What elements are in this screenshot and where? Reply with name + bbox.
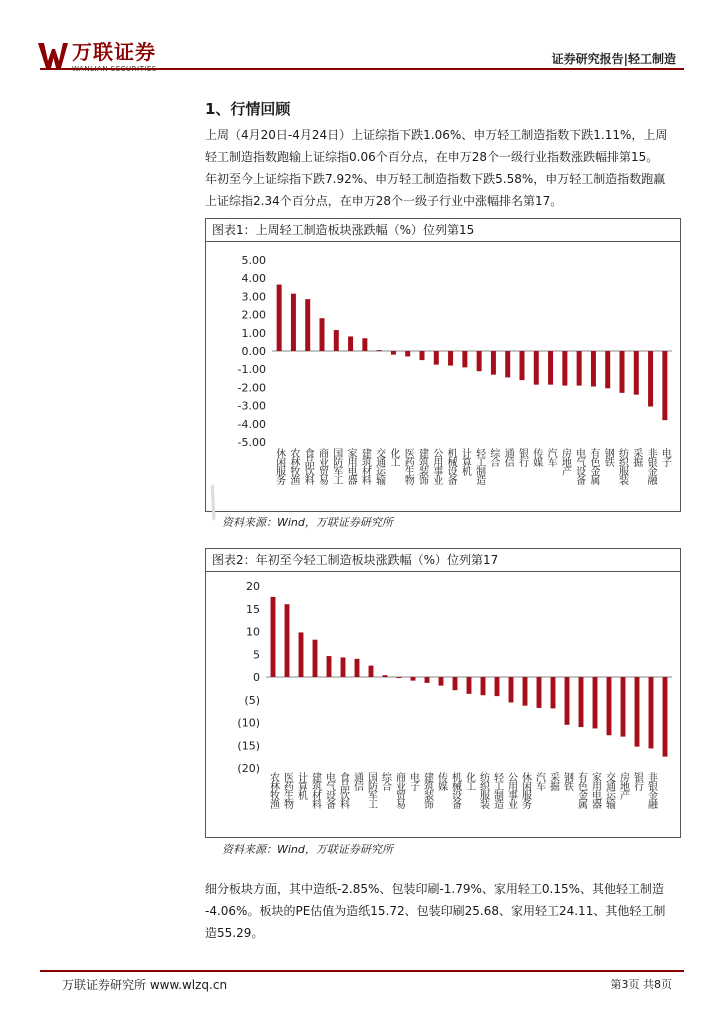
- category-label: [590, 772, 602, 810]
- bar: [448, 351, 453, 366]
- category-label: [478, 771, 490, 810]
- svg-text:银行: 银行: [631, 772, 643, 790]
- svg-text:家用电器: 家用电器: [345, 448, 357, 484]
- bar: [523, 677, 528, 706]
- category-label: [394, 771, 406, 810]
- y-tick-label: (15): [237, 739, 260, 753]
- category-label: [531, 447, 543, 468]
- figure-2: [205, 548, 681, 838]
- svg-text:食品饮料: 食品饮料: [302, 448, 314, 484]
- bar: [334, 330, 339, 351]
- category-label: [548, 771, 560, 791]
- y-tick-label: 10: [246, 625, 260, 639]
- category-label: [474, 448, 486, 485]
- y-tick-label: 0: [253, 671, 260, 684]
- svg-text:电气设备: 电气设备: [573, 448, 585, 484]
- bar: [505, 351, 510, 377]
- category-label: [417, 447, 429, 486]
- category-label: [492, 772, 504, 809]
- figure-1: [205, 218, 681, 512]
- bar: [607, 677, 612, 735]
- category-label: [302, 447, 314, 486]
- bar: [327, 656, 332, 677]
- svg-text:电子: 电子: [659, 448, 671, 466]
- svg-text:化工: 化工: [387, 448, 399, 466]
- svg-text:国防军工: 国防军工: [330, 448, 342, 484]
- category-label: [317, 447, 329, 486]
- category-label: [296, 771, 308, 800]
- svg-text:交通运输: 交通运输: [373, 448, 385, 484]
- svg-text:传媒: 传媒: [435, 772, 447, 790]
- bar: [620, 351, 625, 393]
- bar: [305, 299, 310, 351]
- category-label: [631, 447, 643, 467]
- paragraph-line: -4.06%。板块的PE估值为造纸15.72、包装印刷25.68、家用轻工24.11、其他轻工制: [205, 904, 666, 918]
- bar: [411, 677, 416, 681]
- svg-text:银行: 银行: [516, 448, 528, 466]
- watermark-mark: /: [198, 478, 228, 527]
- bar: [341, 657, 346, 677]
- paragraph-line: 年初至今上证综指下跌7.92%、申万轻工制造指数下跌5.58%，申万轻工制造指数跑赢: [205, 172, 666, 186]
- category-label: [517, 447, 529, 468]
- category-label: [408, 771, 420, 791]
- header-divider: [40, 68, 684, 70]
- category-label: [618, 771, 630, 801]
- bar: [562, 351, 567, 386]
- bar: [495, 677, 500, 696]
- paragraph-line: 上周（4月20日-4月24日）上证综指下跌1.06%、申万轻工制造指数下跌1.11%，上周: [205, 128, 668, 142]
- category-label: [450, 771, 462, 810]
- y-tick-label: 3.00: [241, 290, 266, 304]
- category-label: [602, 447, 614, 468]
- y-tick-label: (5): [244, 693, 260, 707]
- y-tick-label: 1.00: [241, 326, 266, 340]
- category-label: [274, 447, 286, 486]
- category-label: [282, 772, 294, 810]
- bar: [565, 677, 570, 725]
- bar: [362, 338, 367, 351]
- bar: [551, 677, 556, 708]
- figure-2-title: 图表2：年初至今轻工制造板块涨跌幅（%）位列第17: [206, 549, 680, 572]
- svg-text:建筑材料: 建筑材料: [309, 772, 321, 808]
- category-label: [310, 771, 322, 810]
- svg-text:通信: 通信: [502, 448, 514, 466]
- bar: [453, 677, 458, 690]
- svg-text:医药生物: 医药生物: [281, 772, 293, 808]
- category-label: [388, 447, 400, 466]
- category-label: [366, 772, 378, 808]
- chart-1-svg: [206, 242, 680, 510]
- svg-text:纺织服装: 纺织服装: [477, 772, 489, 808]
- paragraph-line: 造55.29。: [205, 926, 264, 940]
- svg-text:电气设备: 电气设备: [323, 772, 335, 808]
- svg-text:食品饮料: 食品饮料: [337, 772, 349, 808]
- paragraph-line: 细分板块方面，其中造纸-2.85%、包装印刷-1.79%、家用轻工0.15%、其他轻工制造: [205, 882, 665, 896]
- bar: [277, 285, 282, 351]
- category-label: [331, 448, 343, 484]
- svg-text:家用电器: 家用电器: [589, 772, 601, 808]
- svg-text:农林牧渔: 农林牧渔: [267, 772, 279, 808]
- market-review-paragraph: [205, 124, 685, 212]
- bar: [537, 677, 542, 708]
- bar: [348, 336, 353, 351]
- y-tick-label: 2.00: [241, 308, 266, 322]
- y-tick-label: -3.00: [237, 399, 266, 413]
- y-tick-label: 5.00: [241, 254, 266, 267]
- svg-text:建筑装饰: 建筑装饰: [421, 772, 433, 808]
- svg-text:化工: 化工: [463, 772, 475, 790]
- bar: [481, 677, 486, 695]
- bar: [605, 351, 610, 388]
- bar: [663, 677, 668, 757]
- y-tick-label: 0.00: [241, 345, 266, 358]
- chart-2-svg: [206, 572, 680, 836]
- bar: [634, 351, 639, 395]
- svg-text:休闲服务: 休闲服务: [519, 772, 531, 808]
- category-label: [488, 447, 500, 468]
- sub-sector-paragraph: [205, 878, 685, 944]
- bar: [462, 351, 467, 367]
- category-label: [445, 447, 457, 486]
- bar: [377, 350, 382, 351]
- bar: [271, 597, 276, 677]
- svg-text:机械设备: 机械设备: [445, 448, 457, 484]
- svg-text:国防军工: 国防军工: [365, 772, 377, 808]
- svg-text:有色金属: 有色金属: [575, 772, 587, 808]
- svg-text:商业贸易: 商业贸易: [316, 448, 328, 484]
- y-tick-label: 5: [253, 648, 260, 662]
- category-label: [506, 772, 518, 809]
- figure-1-title: 图表1：上周轻工制造板块涨跌幅（%）位列第15: [206, 219, 680, 242]
- svg-text:建筑材料: 建筑材料: [359, 448, 371, 484]
- svg-text:房地产: 房地产: [617, 772, 629, 799]
- y-tick-label: 15: [246, 602, 260, 616]
- page-number: 第3页 共8页: [610, 978, 672, 991]
- bar: [520, 351, 525, 380]
- bar: [635, 677, 640, 747]
- category-label: [380, 771, 392, 792]
- y-tick-label: (10): [237, 716, 260, 730]
- category-label: [268, 771, 280, 810]
- bar: [577, 351, 582, 386]
- figure-1-source: 资料来源：Wind，万联证券研究所: [222, 516, 393, 529]
- category-label: [464, 771, 476, 790]
- paragraph-line: 轻工制造指数跑输上证综指0.06个百分点，在申万28个一级行业指数涨跌幅排第15。: [205, 150, 659, 164]
- category-label: [459, 447, 471, 476]
- y-tick-label: -4.00: [237, 417, 266, 431]
- y-tick-label: -2.00: [237, 381, 266, 395]
- svg-text:农林牧渔: 农林牧渔: [287, 448, 299, 484]
- category-label: [345, 448, 357, 486]
- footer-divider: [40, 970, 684, 972]
- figure-2-source: 资料来源：Wind，万联证券研究所: [222, 843, 393, 856]
- svg-text:房地产: 房地产: [559, 448, 571, 475]
- category-label: [545, 448, 557, 468]
- svg-text:纺织服装: 纺织服装: [616, 448, 628, 484]
- svg-text:非银金融: 非银金融: [645, 448, 657, 484]
- bar: [593, 677, 598, 728]
- bar: [369, 666, 374, 677]
- bar: [491, 351, 496, 375]
- bar: [313, 640, 318, 677]
- svg-text:计算机: 计算机: [295, 772, 307, 799]
- bar: [649, 677, 654, 748]
- bar: [355, 659, 360, 677]
- svg-text:医药生物: 医药生物: [402, 448, 414, 484]
- category-label: [576, 771, 588, 809]
- section-title: 1、行情回顾: [205, 100, 291, 118]
- svg-text:有色金属: 有色金属: [587, 448, 599, 484]
- svg-text:公用事业: 公用事业: [430, 448, 442, 484]
- svg-text:通信: 通信: [351, 772, 363, 790]
- category-label: [338, 771, 350, 810]
- bar: [285, 604, 290, 677]
- category-label: [562, 771, 574, 792]
- category-label: [288, 447, 300, 486]
- category-label: [632, 771, 644, 792]
- category-label: [659, 447, 671, 467]
- bar: [467, 677, 472, 694]
- bar: [420, 351, 425, 360]
- y-tick-label: -5.00: [237, 436, 266, 449]
- svg-text:机械设备: 机械设备: [449, 772, 461, 808]
- svg-text:轻工制造: 轻工制造: [473, 448, 485, 484]
- bar: [548, 351, 553, 385]
- svg-text:采掘: 采掘: [630, 448, 642, 466]
- svg-text:采掘: 采掘: [547, 772, 559, 790]
- svg-text:公用事业: 公用事业: [505, 772, 517, 808]
- bar: [383, 675, 388, 677]
- bar: [425, 677, 430, 683]
- bar: [291, 294, 296, 351]
- category-label: [324, 771, 336, 810]
- svg-text:汽车: 汽车: [533, 772, 545, 790]
- y-tick-label: (20): [237, 762, 260, 775]
- bar: [439, 677, 444, 686]
- bar: [434, 351, 439, 365]
- category-label: [431, 448, 443, 485]
- logo-text-cn: 万联证券: [72, 40, 156, 64]
- bar: [405, 351, 410, 356]
- svg-text:休闲服务: 休闲服务: [273, 448, 285, 484]
- svg-text:钢铁: 钢铁: [602, 448, 614, 466]
- svg-text:商业贸易: 商业贸易: [393, 772, 405, 808]
- category-label: [520, 771, 532, 810]
- y-tick-label: -1.00: [237, 363, 266, 377]
- category-label: [645, 447, 657, 486]
- category-label: [436, 771, 448, 792]
- category-label: [502, 448, 514, 468]
- category-label: [422, 771, 434, 810]
- svg-text:传媒: 传媒: [530, 448, 542, 466]
- bar: [648, 351, 653, 407]
- category-label: [359, 447, 371, 486]
- bar: [662, 351, 667, 420]
- bar: [320, 318, 325, 351]
- footer-website: 万联证券研究所 www.wlzq.cn: [62, 978, 228, 992]
- bar: [477, 351, 482, 371]
- svg-text:电子: 电子: [407, 772, 419, 790]
- category-label: [646, 771, 658, 810]
- report-category-label: 证券研究报告|轻工制造: [551, 52, 676, 66]
- category-label: [352, 772, 364, 792]
- svg-text:综合: 综合: [379, 772, 391, 790]
- svg-text:汽车: 汽车: [545, 448, 557, 466]
- category-label: [574, 447, 586, 486]
- svg-text:非银金融: 非银金融: [645, 772, 657, 808]
- category-label: [534, 772, 546, 792]
- svg-text:计算机: 计算机: [459, 448, 471, 475]
- bar: [534, 351, 539, 385]
- category-label: [604, 771, 616, 810]
- svg-text:交通运输: 交通运输: [603, 772, 615, 808]
- y-tick-label: 20: [246, 580, 260, 593]
- wanlian-logo-icon: [38, 41, 68, 69]
- svg-text:建筑装饰: 建筑装饰: [416, 448, 428, 484]
- bar: [397, 677, 402, 678]
- category-label: [588, 447, 600, 485]
- bar: [579, 677, 584, 727]
- svg-text:钢铁: 钢铁: [561, 772, 573, 790]
- category-label: [374, 447, 386, 486]
- bar: [621, 677, 626, 737]
- category-label: [559, 447, 571, 477]
- svg-text:综合: 综合: [487, 448, 499, 466]
- y-tick-label: 4.00: [241, 272, 266, 286]
- bar: [299, 632, 304, 677]
- paragraph-line: 上证综指2.34个百分点，在申万28个一级子行业中涨幅排名第17。: [205, 194, 563, 208]
- bar: [591, 351, 596, 386]
- category-label: [402, 448, 414, 486]
- bar: [509, 677, 514, 702]
- category-label: [617, 447, 629, 486]
- svg-text:轻工制造: 轻工制造: [491, 772, 503, 808]
- bar: [391, 351, 396, 355]
